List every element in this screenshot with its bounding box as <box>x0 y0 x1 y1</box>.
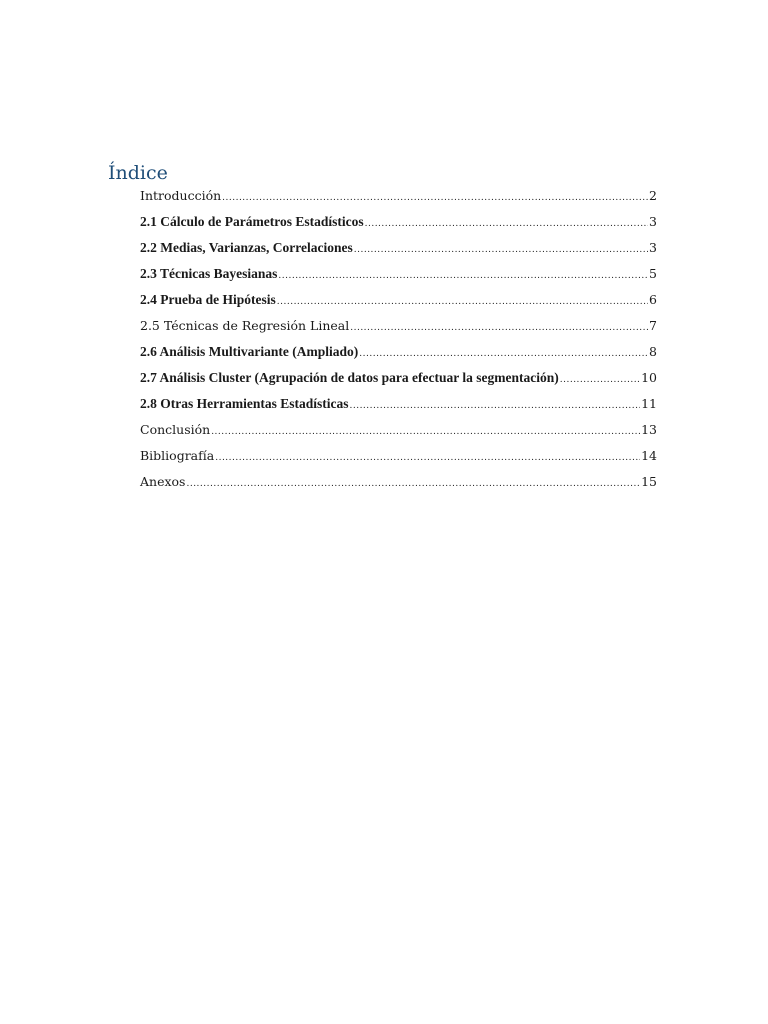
toc-entry[interactable] <box>140 316 657 342</box>
toc-page-number: 2 <box>649 188 657 203</box>
dot-leader <box>211 422 640 442</box>
dot-leader <box>278 266 648 286</box>
toc-entry[interactable] <box>140 264 657 290</box>
dot-leader <box>560 370 640 390</box>
dot-leader <box>215 448 640 468</box>
toc-page-number: 14 <box>641 448 657 463</box>
toc-page-number: 10 <box>641 370 657 385</box>
toc-page-number: 7 <box>649 318 657 333</box>
toc-page-number: 13 <box>641 422 657 437</box>
toc-entry-label: Bibliografía <box>140 448 215 463</box>
toc-entry-label: 2.2 Medias, Varianzas, Correlaciones <box>140 240 353 255</box>
dot-leader <box>222 188 648 208</box>
toc-entry[interactable] <box>140 290 657 316</box>
toc-page-number: 3 <box>649 240 657 255</box>
toc-entry[interactable] <box>140 212 657 238</box>
dot-leader <box>349 396 640 416</box>
toc-entry[interactable] <box>140 420 657 446</box>
dot-leader <box>277 292 648 312</box>
toc-entry[interactable] <box>140 446 657 472</box>
toc-entry[interactable] <box>140 238 657 264</box>
toc-page-number: 3 <box>649 214 657 229</box>
toc-entry-label: Introducción <box>140 188 222 203</box>
toc-page-number: 5 <box>649 266 657 281</box>
toc-entry[interactable] <box>140 342 657 368</box>
dot-leader <box>186 474 640 494</box>
dot-leader <box>350 318 648 338</box>
toc-entry-label: 2.3 Técnicas Bayesianas <box>140 266 278 281</box>
toc-entry[interactable] <box>140 394 657 420</box>
toc-entry[interactable] <box>140 472 657 498</box>
toc-page-number: 15 <box>641 474 657 489</box>
toc-entry-label: 2.1 Cálculo de Parámetros Estadísticos <box>140 214 364 229</box>
toc-entry-label: 2.7 Análisis Cluster (Agrupación de datos para efectuar la segmentación) <box>140 370 559 385</box>
toc-title: Índice <box>108 162 168 184</box>
toc-entry-label: Anexos <box>140 474 186 489</box>
toc-entry-label: 2.4 Prueba de Hipótesis <box>140 292 276 307</box>
toc-page-number: 11 <box>641 396 657 411</box>
dot-leader <box>365 214 648 234</box>
toc-entry-label: 2.8 Otras Herramientas Estadísticas <box>140 396 349 411</box>
toc-entry[interactable] <box>140 368 657 394</box>
toc-entry[interactable] <box>140 186 657 212</box>
toc-list <box>140 186 657 498</box>
toc-page-number: 6 <box>649 292 657 307</box>
toc-entry-label: Conclusión <box>140 422 211 437</box>
toc-entry-label: 2.6 Análisis Multivariante (Ampliado) <box>140 344 359 359</box>
toc-entry-label: 2.5 Técnicas de Regresión Lineal <box>140 318 350 333</box>
dot-leader <box>359 344 648 364</box>
dot-leader <box>354 240 648 260</box>
toc-page-number: 8 <box>649 344 657 359</box>
